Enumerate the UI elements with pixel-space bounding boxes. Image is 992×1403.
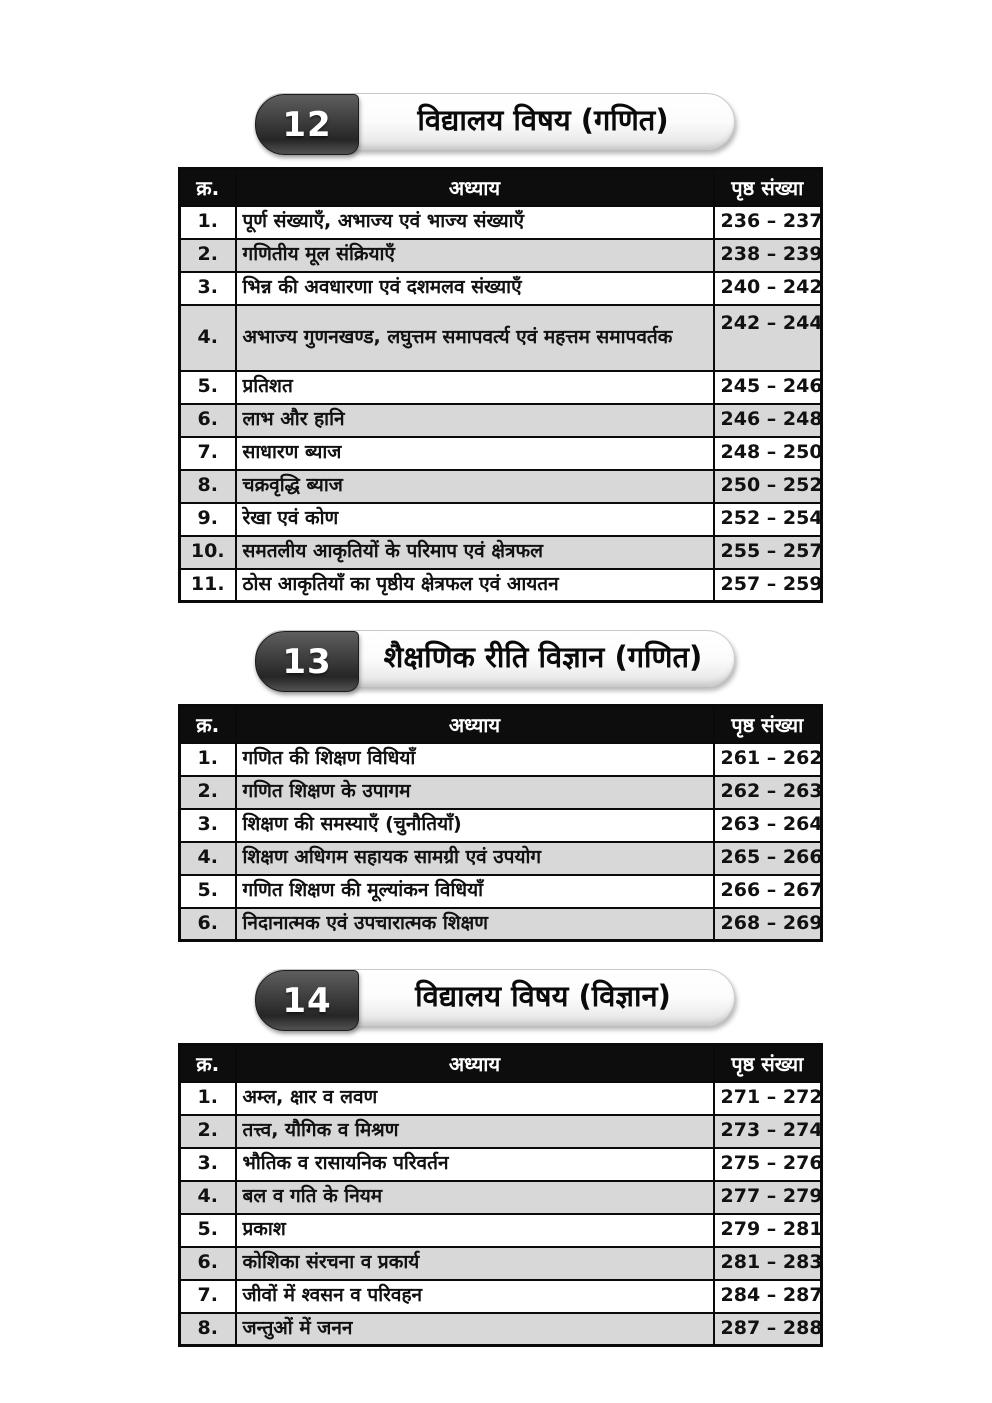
section-number: 12 xyxy=(282,104,332,145)
table-row xyxy=(180,470,822,503)
column-header-serial: क्र. xyxy=(180,706,236,743)
pages-cell: 255 – 257 xyxy=(714,536,822,569)
pages-cell: 287 – 288 xyxy=(714,1313,822,1346)
chapter-cell: गणित शिक्षण के उपागम xyxy=(236,776,714,809)
chapter-cell: जीवों में श्वसन व परिवहन xyxy=(236,1280,714,1313)
chapter-cell: बल व गति के नियम xyxy=(236,1181,714,1214)
chapter-cell: ठोस आकृतियाँ का पृष्ठीय क्षेत्रफल एवं आयतन xyxy=(236,569,714,602)
serial-cell: 2. xyxy=(180,239,236,272)
toc-table-wrap xyxy=(178,167,823,603)
table-header-row xyxy=(180,1045,822,1082)
table-row xyxy=(180,1148,822,1181)
serial-cell: 2. xyxy=(180,776,236,809)
pages-cell: 257 – 259 xyxy=(714,569,822,602)
toc-section xyxy=(0,630,992,942)
serial-cell: 6. xyxy=(180,1247,236,1280)
serial-cell: 1. xyxy=(180,1082,236,1115)
table-row xyxy=(180,206,822,239)
toc-section xyxy=(0,969,992,1347)
chapter-cell: लाभ और हानि xyxy=(236,404,714,437)
serial-cell: 5. xyxy=(180,875,236,908)
table-row xyxy=(180,1280,822,1313)
table-row xyxy=(180,1247,822,1280)
serial-cell: 8. xyxy=(180,1313,236,1346)
chapter-cell: प्रतिशत xyxy=(236,371,714,404)
table-row xyxy=(180,1082,822,1115)
table-row xyxy=(180,1181,822,1214)
chapter-cell: गणित की शिक्षण विधियाँ xyxy=(236,743,714,776)
chapter-cell: तत्त्व, यौगिक व मिश्रण xyxy=(236,1115,714,1148)
toc-table-wrap xyxy=(178,704,823,942)
table-header-row xyxy=(180,706,822,743)
serial-cell: 3. xyxy=(180,272,236,305)
serial-cell: 11. xyxy=(180,569,236,602)
serial-cell: 7. xyxy=(180,1280,236,1313)
column-header-pages: पृष्ठ संख्या xyxy=(714,169,822,206)
pages-cell: 273 – 274 xyxy=(714,1115,822,1148)
table-row xyxy=(180,1115,822,1148)
serial-cell: 4. xyxy=(180,1181,236,1214)
chapter-cell: गणितीय मूल संक्रियाएँ xyxy=(236,239,714,272)
serial-cell: 4. xyxy=(180,305,236,371)
table-row xyxy=(180,503,822,536)
section-title: विद्यालय विषय (विज्ञान) xyxy=(415,979,671,1013)
table-row xyxy=(180,239,822,272)
chapter-cell: गणित शिक्षण की मूल्यांकन विधियाँ xyxy=(236,875,714,908)
pages-cell: 240 – 242 xyxy=(714,272,822,305)
pages-cell: 268 – 269 xyxy=(714,908,822,941)
table-row xyxy=(180,875,822,908)
column-header-chapter: अध्याय xyxy=(236,706,714,743)
table-row xyxy=(180,743,822,776)
pages-cell: 262 – 263 xyxy=(714,776,822,809)
pages-cell: 236 – 237 xyxy=(714,206,822,239)
table-row xyxy=(180,776,822,809)
chapter-cell: निदानात्मक एवं उपचारात्मक शिक्षण xyxy=(236,908,714,941)
table-row xyxy=(180,272,822,305)
serial-cell: 5. xyxy=(180,371,236,404)
pages-cell: 245 – 246 xyxy=(714,371,822,404)
pages-cell: 252 – 254 xyxy=(714,503,822,536)
serial-cell: 3. xyxy=(180,1148,236,1181)
section-header-pill xyxy=(255,630,735,687)
pages-cell: 248 – 250 xyxy=(714,437,822,470)
chapter-cell: अभाज्य गुणनखण्ड, लघुत्तम समापवर्त्य एवं महत्तम समापवर्तक xyxy=(236,305,714,371)
section-title: शैक्षणिक रीति विज्ञान (गणित) xyxy=(383,640,703,674)
table-row xyxy=(180,536,822,569)
column-header-serial: क्र. xyxy=(180,1045,236,1082)
serial-cell: 4. xyxy=(180,842,236,875)
section-number-badge xyxy=(255,970,359,1031)
chapter-cell: शिक्षण अधिगम सहायक सामग्री एवं उपयोग xyxy=(236,842,714,875)
chapter-cell: पूर्ण संख्याएँ, अभाज्य एवं भाज्य संख्याएँ xyxy=(236,206,714,239)
column-header-pages: पृष्ठ संख्या xyxy=(714,1045,822,1082)
serial-cell: 9. xyxy=(180,503,236,536)
table-row xyxy=(180,404,822,437)
table-header-row xyxy=(180,169,822,206)
table-row xyxy=(180,908,822,941)
section-header-pill xyxy=(255,93,735,150)
pages-cell: 279 – 281 xyxy=(714,1214,822,1247)
pages-cell: 277 – 279 xyxy=(714,1181,822,1214)
chapter-cell: चक्रवृद्धि ब्याज xyxy=(236,470,714,503)
serial-cell: 5. xyxy=(180,1214,236,1247)
table-row xyxy=(180,371,822,404)
table-row xyxy=(180,1214,822,1247)
table-row xyxy=(180,842,822,875)
column-header-serial: क्र. xyxy=(180,169,236,206)
serial-cell: 1. xyxy=(180,206,236,239)
pages-cell: 263 – 264 xyxy=(714,809,822,842)
section-number-badge xyxy=(255,94,359,155)
serial-cell: 1. xyxy=(180,743,236,776)
toc-table xyxy=(178,704,823,942)
column-header-pages: पृष्ठ संख्या xyxy=(714,706,822,743)
toc-table xyxy=(178,1043,823,1347)
section-header-pill xyxy=(255,969,735,1026)
pages-cell: 284 – 287 xyxy=(714,1280,822,1313)
serial-cell: 3. xyxy=(180,809,236,842)
pages-cell: 275 – 276 xyxy=(714,1148,822,1181)
section-number-badge xyxy=(255,631,359,692)
chapter-cell: शिक्षण की समस्याएँ (चुनौतियाँ) xyxy=(236,809,714,842)
serial-cell: 7. xyxy=(180,437,236,470)
table-row xyxy=(180,809,822,842)
chapter-cell: कोशिका संरचना व प्रकार्य xyxy=(236,1247,714,1280)
serial-cell: 2. xyxy=(180,1115,236,1148)
serial-cell: 8. xyxy=(180,470,236,503)
chapter-cell: साधारण ब्याज xyxy=(236,437,714,470)
serial-cell: 6. xyxy=(180,404,236,437)
chapter-cell: भौतिक व रासायनिक परिवर्तन xyxy=(236,1148,714,1181)
pages-cell: 246 – 248 xyxy=(714,404,822,437)
toc-table xyxy=(178,167,823,603)
pages-cell: 266 – 267 xyxy=(714,875,822,908)
pages-cell: 281 – 283 xyxy=(714,1247,822,1280)
pages-cell: 238 – 239 xyxy=(714,239,822,272)
column-header-chapter: अध्याय xyxy=(236,1045,714,1082)
chapter-cell: भिन्न की अवधारणा एवं दशमलव संख्याएँ xyxy=(236,272,714,305)
serial-cell: 10. xyxy=(180,536,236,569)
toc-section xyxy=(0,93,992,603)
pages-cell: 250 – 252 xyxy=(714,470,822,503)
section-number: 13 xyxy=(282,641,332,682)
pages-cell: 242 – 244 xyxy=(714,305,822,371)
table-row xyxy=(180,437,822,470)
pages-cell: 271 – 272 xyxy=(714,1082,822,1115)
chapter-cell: समतलीय आकृतियों के परिमाप एवं क्षेत्रफल xyxy=(236,536,714,569)
section-number: 14 xyxy=(282,980,332,1021)
pages-cell: 265 – 266 xyxy=(714,842,822,875)
section-title: विद्यालय विषय (गणित) xyxy=(417,103,669,137)
toc-table-wrap xyxy=(178,1043,823,1347)
chapter-cell: जन्तुओं में जनन xyxy=(236,1313,714,1346)
column-header-chapter: अध्याय xyxy=(236,169,714,206)
chapter-cell: अम्ल, क्षार व लवण xyxy=(236,1082,714,1115)
table-row xyxy=(180,569,822,602)
pages-cell: 261 – 262 xyxy=(714,743,822,776)
chapter-cell: रेखा एवं कोण xyxy=(236,503,714,536)
table-row xyxy=(180,1313,822,1346)
serial-cell: 6. xyxy=(180,908,236,941)
table-row xyxy=(180,305,822,371)
chapter-cell: प्रकाश xyxy=(236,1214,714,1247)
